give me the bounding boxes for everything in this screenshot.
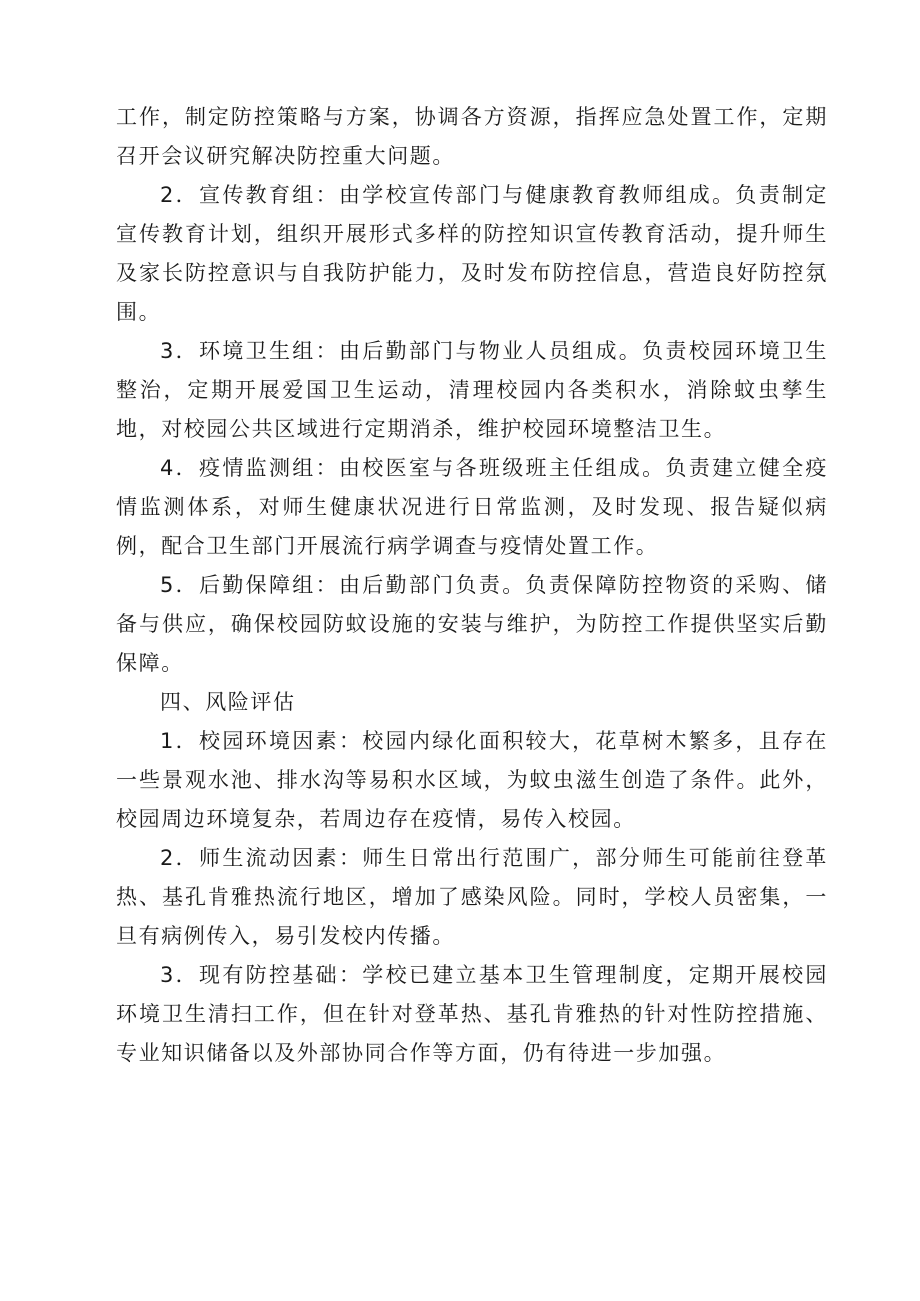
paragraph-campus-environment: 1．校园环境因素：校园内绿化面积较大，花草树木繁多，且存在一些景观水池、排水沟等易积水区域，为蚊虫滋生创造了条件。此外，校园周边环境复杂，若周边存在疫情，易传入校园。 [116, 729, 828, 831]
paragraph-publicity-group: 2．宣传教育组：由学校宣传部门与健康教育教师组成。负责制定宣传教育计划，组织开展形式多样的防控知识宣传教育活动，提升师生及家长防控意识与自我防护能力，及时发布防控信息，营造良好防控氛围。 [116, 183, 828, 324]
document-body [116, 98, 828, 1073]
section-heading-risk-assessment: 四、风险评估 [160, 690, 296, 714]
paragraph-continued: 工作，制定防控策略与方案，协调各方资源，指挥应急处置工作，定期召开会议研究解决防控重大问题。 [116, 105, 828, 168]
paragraph-monitoring-group: 4．疫情监测组：由校医室与各班级班主任组成。负责建立健全疫情监测体系，对师生健康状况进行日常监测，及时发现、报告疑似病例，配合卫生部门开展流行病学调查与疫情处置工作。 [116, 456, 828, 558]
paragraph-mobility: 2．师生流动因素：师生日常出行范围广，部分师生可能前往登革热、基孔肯雅热流行地区，增加了感染风险。同时，学校人员密集，一旦有病例传入，易引发校内传播。 [116, 846, 828, 948]
paragraph-logistics-group: 5．后勤保障组：由后勤部门负责。负责保障防控物资的采购、储备与供应，确保校园防蚊设施的安装与维护，为防控工作提供坚实后勤保障。 [116, 573, 828, 675]
paragraph-environment-group: 3．环境卫生组：由后勤部门与物业人员组成。负责校园环境卫生整治，定期开展爱国卫生运动，清理校园内各类积水，消除蚊虫孳生地，对校园公共区域进行定期消杀，维护校园环境整洁卫生。 [116, 339, 828, 441]
paragraph-existing-foundation: 3．现有防控基础：学校已建立基本卫生管理制度，定期开展校园环境卫生清扫工作，但在针对登革热、基孔肯雅热的针对性防控措施、专业知识储备以及外部协同合作等方面，仍有待进一步加强。 [116, 963, 828, 1065]
